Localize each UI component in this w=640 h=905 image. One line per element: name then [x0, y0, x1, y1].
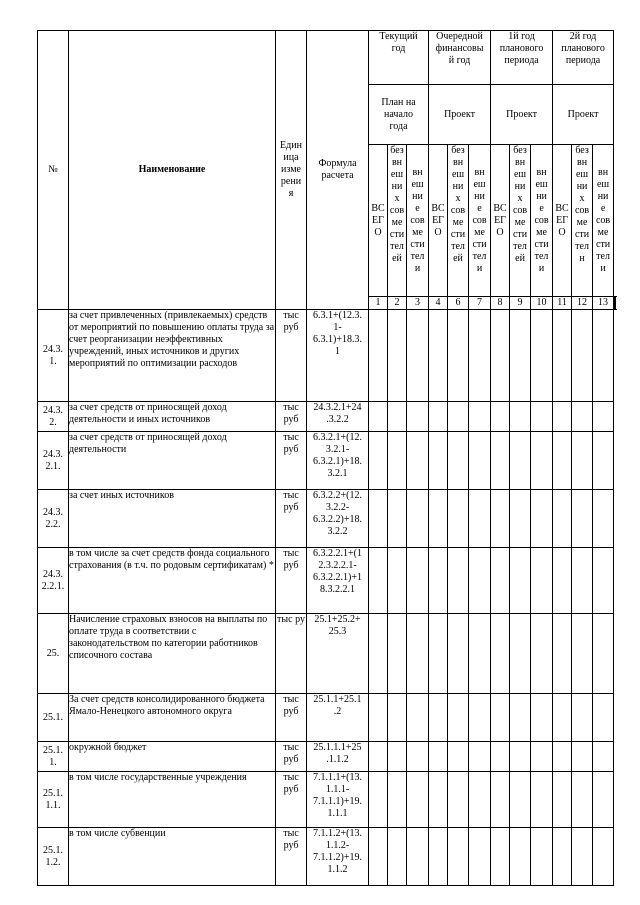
- row-formula: 6.3.2.1+(12. 3.2.1- 6.3.2.1)+18. 3.2.1: [307, 432, 369, 490]
- header-ext: вн еш ни е сов ме сти тел и: [593, 145, 614, 297]
- value-cell: [469, 742, 491, 772]
- header-ext: вн еш ни е сов ме сти тел и: [531, 145, 553, 297]
- value-cell: [448, 490, 469, 548]
- value-cell: [388, 772, 407, 828]
- row-number: 25.: [38, 614, 69, 694]
- value-cell: [388, 490, 407, 548]
- header-without-ext-last: без вн еш ни х сов ме сти тел н: [572, 145, 593, 297]
- row-name: в том числе государственные учреждения: [69, 772, 276, 828]
- value-cell: [429, 614, 448, 694]
- table-row: [38, 432, 616, 490]
- row-number: 25.1. 1.2.: [38, 828, 69, 886]
- row-unit: тыс руб: [276, 310, 307, 402]
- value-cell: [553, 310, 572, 402]
- header-without-ext: без вн еш ни х сов ме сти тел ей: [510, 145, 531, 297]
- value-cell: [469, 432, 491, 490]
- value-cell: [388, 694, 407, 742]
- value-cell: [369, 310, 388, 402]
- value-cell: [510, 402, 531, 432]
- row-name: Начисление страховых взносов на выплаты по оплате труда в соответствии с законодательством по категории работников списочного состава: [69, 614, 276, 694]
- value-cell: [388, 614, 407, 694]
- value-cell: [448, 614, 469, 694]
- value-cell: [491, 742, 510, 772]
- column-number: 10: [531, 297, 553, 310]
- value-cell: [491, 402, 510, 432]
- value-cell: [369, 772, 388, 828]
- value-cell: [469, 310, 491, 402]
- table-row: [38, 402, 616, 432]
- value-cell: [553, 742, 572, 772]
- value-cell: [510, 742, 531, 772]
- row-unit: тыс руб: [276, 432, 307, 490]
- value-cell: [429, 742, 448, 772]
- value-cell: [369, 490, 388, 548]
- value-cell: [407, 310, 429, 402]
- value-cell: [388, 742, 407, 772]
- table-row: [38, 828, 616, 886]
- row-number: 25.1. 1.: [38, 742, 69, 772]
- value-cell: [531, 548, 553, 614]
- row-formula: 6.3.2.2+(12. 3.2.2- 6.3.2.2)+18. 3.2.2: [307, 490, 369, 548]
- value-cell: [429, 402, 448, 432]
- column-number: 12: [572, 297, 593, 310]
- table-row: [38, 614, 616, 694]
- column-number: 13: [593, 297, 614, 310]
- table-row: [38, 694, 616, 742]
- value-cell: [593, 694, 614, 742]
- header-ext: вн еш ни е сов ме сти тел и: [469, 145, 491, 297]
- value-cell: [369, 694, 388, 742]
- value-cell: [553, 432, 572, 490]
- header-total: ВС ЕГ О: [369, 145, 388, 297]
- row-formula: 25.1+25.2+ 25.3: [307, 614, 369, 694]
- value-cell: [388, 548, 407, 614]
- value-cell: [407, 490, 429, 548]
- value-cell: [572, 490, 593, 548]
- value-cell: [388, 402, 407, 432]
- value-cell: [593, 828, 614, 886]
- value-cell: [553, 828, 572, 886]
- row-unit: тыс руб: [276, 548, 307, 614]
- value-cell: [369, 742, 388, 772]
- header-total: ВС ЕГ О: [491, 145, 510, 297]
- value-cell: [369, 402, 388, 432]
- value-cell: [531, 828, 553, 886]
- value-cell: [448, 548, 469, 614]
- value-cell: [593, 742, 614, 772]
- value-cell: [388, 432, 407, 490]
- value-cell: [553, 614, 572, 694]
- value-cell: [593, 772, 614, 828]
- row-formula: 6.3.2.2.1+(1 2.3.2.2.1- 6.3.2.2.1)+1 8.3.2.2.1: [307, 548, 369, 614]
- value-cell: [448, 694, 469, 742]
- value-cell: [469, 548, 491, 614]
- value-cell: [429, 310, 448, 402]
- value-cell: [491, 614, 510, 694]
- value-cell: [510, 828, 531, 886]
- header-unit: Един ица изме рени я: [276, 31, 307, 310]
- value-cell: [469, 490, 491, 548]
- row-unit: тыс руб: [276, 694, 307, 742]
- value-cell: [531, 432, 553, 490]
- value-cell: [572, 694, 593, 742]
- value-cell: [469, 694, 491, 742]
- value-cell: [407, 772, 429, 828]
- column-number: 11: [553, 297, 572, 310]
- value-cell: [531, 310, 553, 402]
- value-cell: [388, 828, 407, 886]
- value-cell: [510, 614, 531, 694]
- value-cell: [553, 402, 572, 432]
- value-cell: [429, 694, 448, 742]
- value-cell: [448, 742, 469, 772]
- header-plan-year-2: 2й год планового периода: [553, 31, 614, 85]
- column-number: 2: [388, 297, 407, 310]
- row-number: 24.3. 2.2.1.: [38, 548, 69, 614]
- value-cell: [448, 402, 469, 432]
- value-cell: [593, 490, 614, 548]
- row-formula: 7.1.1.1+(13. 1.1.1- 7.1.1.1)+19. 1.1.1: [307, 772, 369, 828]
- header-project-1: Проект: [429, 85, 491, 145]
- value-cell: [407, 828, 429, 886]
- row-name: окружной бюджет: [69, 742, 276, 772]
- value-cell: [593, 432, 614, 490]
- column-number: 4: [429, 297, 448, 310]
- row-formula: 25.1.1.1+25 .1.1.2: [307, 742, 369, 772]
- value-cell: [407, 402, 429, 432]
- row-unit: тыс руб: [276, 772, 307, 828]
- value-cell: [369, 548, 388, 614]
- value-cell: [531, 490, 553, 548]
- row-unit: тыс руб: [276, 828, 307, 886]
- row-number: 25.1. 1.1.: [38, 772, 69, 828]
- value-cell: [531, 402, 553, 432]
- header-name: Наименование: [69, 31, 276, 310]
- row-name: в том числе субвенции: [69, 828, 276, 886]
- value-cell: [553, 490, 572, 548]
- value-cell: [572, 432, 593, 490]
- value-cell: [572, 772, 593, 828]
- row-unit: тыс руб: [276, 742, 307, 772]
- value-cell: [448, 772, 469, 828]
- value-cell: [553, 772, 572, 828]
- row-name: за счет средств от приносящей доход деятельности и иных источников: [69, 402, 276, 432]
- value-cell: [531, 742, 553, 772]
- row-formula: 7.1.1.2+(13. 1.1.2- 7.1.1.2)+19. 1.1.2: [307, 828, 369, 886]
- column-number: 7: [469, 297, 491, 310]
- value-cell: [491, 310, 510, 402]
- row-unit: тыс руб: [276, 490, 307, 548]
- value-cell: [572, 548, 593, 614]
- value-cell: [429, 828, 448, 886]
- header-plan-start: План на начало года: [369, 85, 429, 145]
- value-cell: [469, 772, 491, 828]
- value-cell: [510, 490, 531, 548]
- row-name: За счет средств консолидированного бюджета Ямало-Ненецкого автономного округа: [69, 694, 276, 742]
- header-without-ext: без вн еш ни х сов ме сти тел ей: [448, 145, 469, 297]
- table-row: [38, 548, 616, 614]
- value-cell: [593, 402, 614, 432]
- value-cell: [491, 694, 510, 742]
- row-unit: тыс ру: [276, 614, 307, 694]
- row-number: 24.3. 1.: [38, 310, 69, 402]
- table-row: [38, 772, 616, 828]
- table-row: [38, 310, 616, 402]
- value-cell: [448, 310, 469, 402]
- column-number: 8: [491, 297, 510, 310]
- value-cell: [388, 310, 407, 402]
- value-cell: [510, 694, 531, 742]
- row-name: в том числе за счет средств фонда социального страхования (в т.ч. по родовым сертификатам) *: [69, 548, 276, 614]
- value-cell: [491, 490, 510, 548]
- value-cell: [510, 432, 531, 490]
- value-cell: [491, 772, 510, 828]
- value-cell: [531, 614, 553, 694]
- column-number: 9: [510, 297, 531, 310]
- row-number: 24.3. 2.1.: [38, 432, 69, 490]
- value-cell: [510, 310, 531, 402]
- value-cell: [572, 828, 593, 886]
- header-no: №: [38, 31, 69, 310]
- column-number: 1: [369, 297, 388, 310]
- value-cell: [491, 828, 510, 886]
- table-row: [38, 742, 616, 772]
- value-cell: [553, 548, 572, 614]
- header-formula: Формула расчета: [307, 31, 369, 310]
- row-name: за счет средств от приносящей доход деятельности: [69, 432, 276, 490]
- value-cell: [572, 310, 593, 402]
- header-total: ВС ЕГ О: [553, 145, 572, 297]
- value-cell: [448, 828, 469, 886]
- header-project-3: Проект: [553, 85, 614, 145]
- value-cell: [469, 402, 491, 432]
- header-project-2: Проект: [491, 85, 553, 145]
- value-cell: [510, 548, 531, 614]
- value-cell: [593, 614, 614, 694]
- header-ext: вн еш ни е сов ме сти тел и: [407, 145, 429, 297]
- value-cell: [531, 772, 553, 828]
- row-number: 24.3. 2.: [38, 402, 69, 432]
- value-cell: [572, 402, 593, 432]
- value-cell: [429, 548, 448, 614]
- value-cell: [369, 614, 388, 694]
- table-row: [38, 490, 616, 548]
- row-name: за счет иных источников: [69, 490, 276, 548]
- value-cell: [593, 310, 614, 402]
- row-unit: тыс руб: [276, 402, 307, 432]
- value-cell: [407, 432, 429, 490]
- row-number: 25.1.: [38, 694, 69, 742]
- value-cell: [429, 490, 448, 548]
- value-cell: [469, 828, 491, 886]
- header-next-year: Очередной финансовы й год: [429, 31, 491, 85]
- row-formula: 24.3.2.1+24 .3.2.2: [307, 402, 369, 432]
- value-cell: [407, 742, 429, 772]
- row-name: за счет привлеченных (привлекаемых) средств от мероприятий по повышению оплаты труда за счет реорганизации неэффективных учреждений, иных источников и других мероприятий по оптимизации расходов: [69, 310, 276, 402]
- column-number: 3: [407, 297, 429, 310]
- value-cell: [469, 614, 491, 694]
- column-number: 6: [448, 297, 469, 310]
- value-cell: [531, 694, 553, 742]
- value-cell: [407, 548, 429, 614]
- value-cell: [448, 432, 469, 490]
- value-cell: [553, 694, 572, 742]
- value-cell: [491, 432, 510, 490]
- value-cell: [491, 548, 510, 614]
- value-cell: [572, 614, 593, 694]
- value-cell: [407, 614, 429, 694]
- row-number: 24.3. 2.2.: [38, 490, 69, 548]
- report-table: [37, 30, 616, 886]
- header-total: ВС ЕГ О: [429, 145, 448, 297]
- header-without-ext: без вн еш ни х сов ме сти тел ей: [388, 145, 407, 297]
- row-formula: 6.3.1+(12.3. 1- 6.3.1)+18.3. 1: [307, 310, 369, 402]
- value-cell: [593, 548, 614, 614]
- row-formula: 25.1.1+25.1 .2: [307, 694, 369, 742]
- value-cell: [572, 742, 593, 772]
- header-plan-year-1: 1й год планового периода: [491, 31, 553, 85]
- value-cell: [369, 432, 388, 490]
- value-cell: [369, 828, 388, 886]
- value-cell: [510, 772, 531, 828]
- value-cell: [429, 432, 448, 490]
- value-cell: [407, 694, 429, 742]
- value-cell: [429, 772, 448, 828]
- header-current-year: Текущий год: [369, 31, 429, 85]
